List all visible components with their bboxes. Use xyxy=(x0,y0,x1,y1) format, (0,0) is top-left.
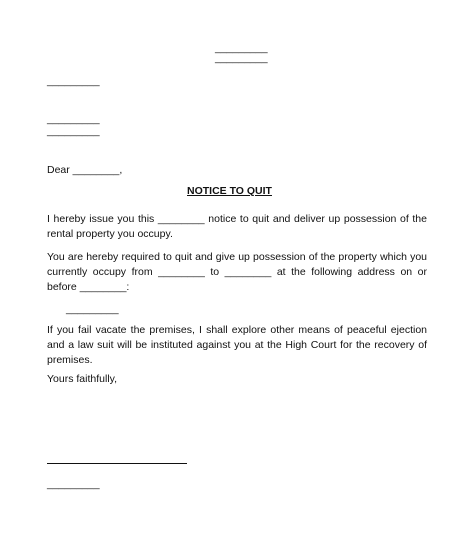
signature-title-line: _________ xyxy=(47,478,100,490)
date-line: _________ xyxy=(47,75,100,87)
address-line: _________ xyxy=(66,303,119,315)
document-title: NOTICE TO QUIT xyxy=(187,185,272,197)
sender-line-2: _________ xyxy=(215,52,268,64)
recipient-line-1: _________ xyxy=(47,113,100,125)
closing: Yours faithfully, xyxy=(47,373,118,385)
salutation: Dear ________, xyxy=(47,164,123,176)
recipient-line-2: _________ xyxy=(47,125,100,137)
paragraph-requirement: You are hereby required to quit and give up possession of the property which you currently occupy from ________ to ________ at the following address on or before ________: xyxy=(47,251,427,293)
sender-line-1: _________ xyxy=(215,42,268,54)
paragraph-notice: I hereby issue you this ________ notice to quit and deliver up possession of the rental property you occupy. xyxy=(47,213,427,240)
paragraph-consequence: If you fail vacate the premises, I shall explore other means of peaceful ejection and a law suit will be instituted against you at the High Court for the recovery of premises. xyxy=(47,324,427,366)
signature-line xyxy=(47,463,187,464)
